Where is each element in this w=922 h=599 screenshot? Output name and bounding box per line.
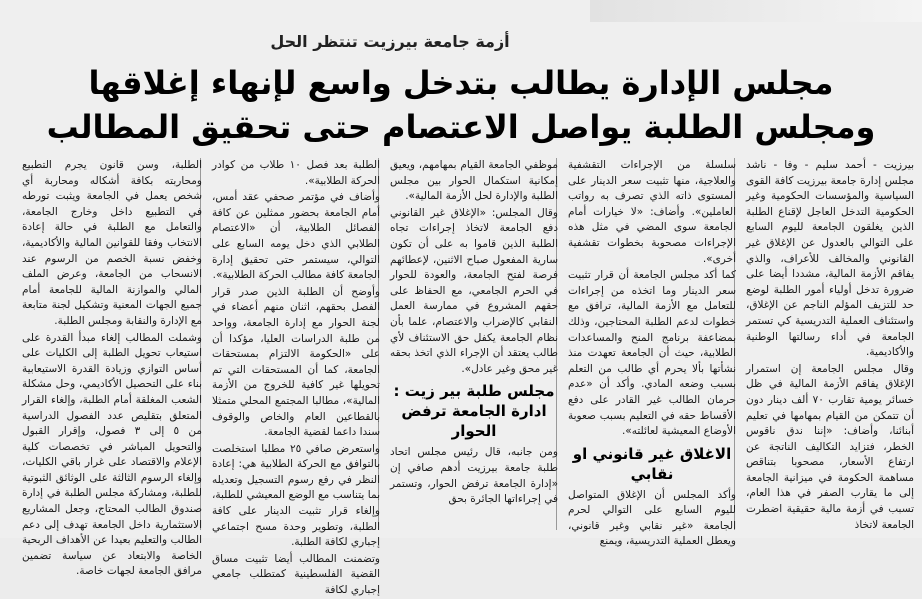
- paragraph: وأوضح أن الطلبة الذين صدر قرار الفصل بحقهم، اثنان منهم أعضاء في لجنة الحوار مع إدارة الجامعة، وواحد من طلبة الدراسات العليا، مؤكدا أن على «الحكومة الالتزام بمستحقات الجامعة، كما أن المستحقات التي تم تحويلها غير كافية للخروج من الأزمة المالية»، مطالبا المجتمع المحلي متمثلا بالقطاعين العام والخاص والوقوف سندا داعما لقضية الجامعة.: [212, 285, 380, 439]
- column-3: [390, 158, 558, 534]
- paragraph: بيرزيت - أحمد سليم - وفا - ناشد مجلس إدارة جامعة بيرزيت كافة القوى السياسية والمؤسسات الحكومية وغير الحكومية التدخل العاجل لإقناع الطلبة الذين يغلقون الجامعة لليوم السابع على التوالي بالعدول عن الإغلاق غير القانوني والمخالف للأعراف، والذي يفاقم الأزمة المالية، مشددا أيضا على ضرورة تدخل أولياء أمور الطلبة لوضع حد للتزيف المؤلم الناجم عن الإغلاق، واستئناف العملية التدريسية كي تستمر الجامعة في أداء رسالتها الوطنية والأكاديمية.: [746, 159, 914, 359]
- subheading: مجلس طلبة بير زيت : ادارة الجامعة ترفض الحوار: [393, 382, 555, 441]
- paragraph: وأضاف في مؤتمر صحفي عقد أمس، أمام الجامعة بحضور ممثلين عن كافة الفصائل الطلابية، أن «الاعتصام الطلابي الذي دخل يومه السابع على التوالي، سيستمر حتى تحقيق إدارة الجامعة كافة مطالب الحركة الطلابية».: [212, 191, 380, 282]
- headline-line-1: مجلس الإدارة يطالب بتدخل واسع لإنهاء إغلاقها: [88, 64, 834, 102]
- paragraph: الطلبة بعد فصل ١٠ طلاب من كوادر الحركة الطلابية».: [212, 159, 380, 187]
- headline-line-2: ومجلس الطلبة يواصل الاعتصام حتى تحقيق المطالب: [46, 108, 876, 146]
- paragraph: وقال مجلس الجامعة إن استمرار الإغلاق يفاقم الأزمة المالية في ظل خسائر يومية تقارب ٧٠ ألف دينار دون أن تتمكن من القيام بمهامها في تعليم أبنائنا، وأضاف: «إننا ندق ناقوس الخطر، فتزايد التكاليف الناتجة عن ارتفاع الأسعار، مصحوبا بتناقص مساهمة الحكومة في ميزانية الجامعة إلى ما يقارب الصفر في هذا العام، تسبب في أزمة مالية حقيقية اضطرت الجامعة لاتخاذ: [746, 362, 914, 531]
- column-2: [568, 158, 736, 548]
- paragraph: سلسلة من الإجراءات التقشفية والعلاجية، منها تثبيت سعر الدينار على المستوى ذاته الذي تصرف به رواتب العاملين». وأضاف: «لا خيارات أمام الجامعة سوى المضي في مثل هذه الإجراءات مصحوبة بخطوات تقشفية أخرى».: [568, 159, 736, 265]
- paragraph: الطلبة، وسن قانون يجرم التطبيع ومحاربته بكافة أشكاله ومحاربة أي شخص يعمل في الجامعة ويثبت تورطه في التطبيع داخل وخارج الجامعة، والتعامل مع الطلبة في حالة إعادة الانتخاب وفقا للقوانين المالية والأكاديمية، وخفض نسبة الخصم من الرسوم عند الانسحاب من الجامعة، وعرض الملف المالي والموازنة المالية للجامعة أمام جميع الجهات المعنية وتشكيل لجنة متابعة مع الإدارة والنقابة ومجلس الطلبة.: [22, 159, 202, 327]
- subheading: الاغلاق غير قانوني او نقابي: [572, 444, 732, 483]
- kicker: أزمة جامعة بيرزيت تنتظر الحل: [270, 32, 510, 51]
- masthead-strip: [590, 0, 922, 22]
- column-4: [212, 158, 380, 597]
- paragraph: ومن جانبه، قال رئيس مجلس اتحاد طلبة جامعة بيرزيت أدهم صافي إن «إدارة الجامعة ترفض الحوار، وتستمر في إجراءاتها الجائرة بحق: [390, 446, 558, 506]
- paragraph: وتضمنت المطالب أيضا تثبيت مساق القضية الفلسطينية كمتطلب جامعي إجباري لكافة: [212, 552, 380, 597]
- column-5: [22, 158, 202, 578]
- paragraph: وقال المجلس: «الإغلاق غير القانوني دفع الجامعة لاتخاذ إجراءات تجاه الطلبة الذين قاموا به على أن تكون سارية المفعول صباح الاثنين، لإعطائهم فرصة لفتح الجامعة، والعودة للحوار في الحرم الجامعي، مع الحفاظ على حقهم المشروع في ممارسة العمل النقابي كالإضراب والاعتصام، علما بأن نظام الجامعة يكفل حق الاستئناف لأي طالب يعتقد أن الإجراء الذي اتخذ بحقه غير محق وغير عادل».: [390, 206, 558, 375]
- paragraph: واستعرض صافي ٢٥ مطلبا استخلصت بالتوافق مع الحركة الطلابية هي: إعادة النظر في رفع رسوم التسجيل وتعديله بما يتناسب مع الوضع المعيشي للطلبة، وإلغاء قرار تثبيت الدينار على كافة الطلبة، وتطوير وحدة مسح اجتماعي إجباري لكافة الطلبة.: [212, 442, 380, 549]
- paragraph: كما أكد مجلس الجامعة أن قرار تثبيت سعر الدينار وما اتخذه من إجراءات للتعامل مع الأزمة المالية، ترافق مع خطوات لدعم الطلبة المحتاجين، وذلك بمضاعفة برنامج المنح والمساعدات الطلابية، حيث أن الجامعة تعهدت منذ نشأتها بألا يحرم أي طالب من التعلم بسبب وضعه المادي. وأكد أن «عدم حرمان الطالب غير القادر على دفع الأقساط حقه في التعليم بسبب صعوبة الأوضاع المعيشية لعائلته».: [568, 269, 736, 438]
- column-1: [746, 158, 914, 534]
- paragraph: وأكد المجلس أن الإغلاق المتواصل لليوم السابع على التوالي لحرم الجامعة «غير نقابي وغير قانوني، ويعطل العملية التدريسية، ويمنع: [568, 488, 736, 548]
- paragraph: موظفي الجامعة القيام بمهامهم، ويعيق إمكانية استكمال الحوار بين مجلس الطلبة والإدارة لحل الأزمة المالية».: [390, 159, 558, 203]
- article-body: [8, 158, 914, 597]
- paragraph: وشملت المطالب إلغاء مبدأ القدرة على استيعاب تحويل الطلبة إلى الكليات على أساس التوازي وزيادة القدرة الاستيعابية بناء على التحصيل الأكاديمي، وحل مشكلة الشعب المغلقة أمام الطلبة، وإلغاء القرار المتعلق بتقليص عدد الفصول الدراسية من ٥ إلى ٣ فصول، وإقرار القبول والتحويل المباشر في تخصصات كلية الإعلام والاقتصاد على غرار باقي الكليات، وإلغاء الرسوم الثالثة على الوثائق الثبوتية للطلبة، ومشاركة مجلس الطلبة في إدارة صندوق الطالب المحتاج، وجعل المشاريع الاستثمارية داخل الجامعة تهدف إلى دعم الطالب والتعليم بعيدا عن الأهداف الربحية الخاصة والابتعاد عن سياسة تضمين مرافق الجامعة لجهات خاصة.: [22, 331, 202, 578]
